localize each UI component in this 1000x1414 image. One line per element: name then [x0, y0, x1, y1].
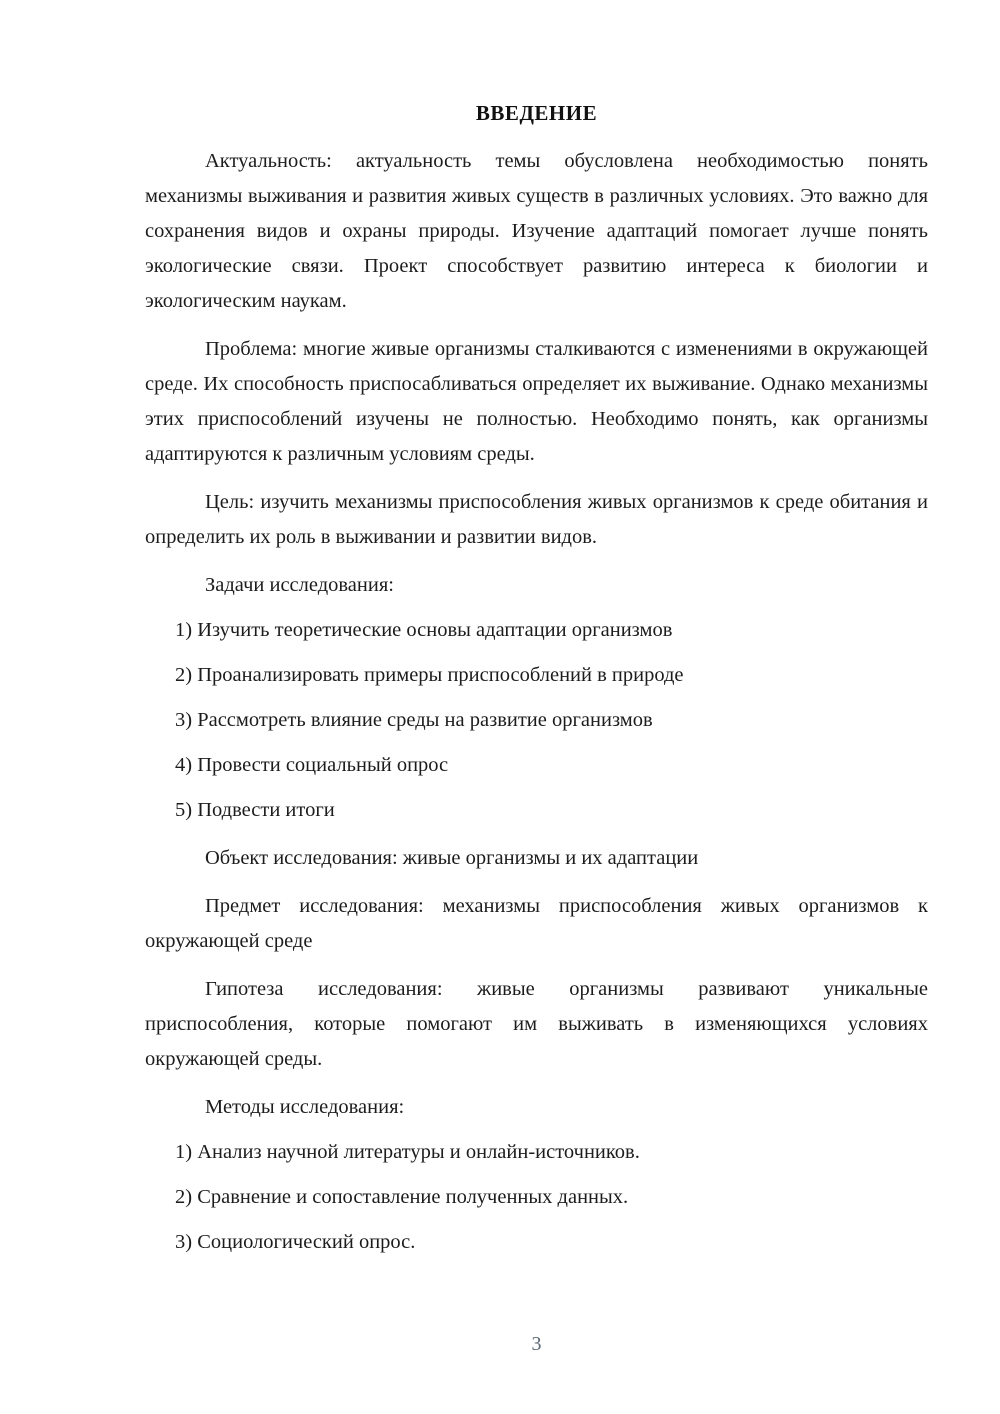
task-item-4: 4) Провести социальный опрос [175, 754, 449, 776]
task-item-3: 3) Рассмотреть влияние среды на развитие организмов [175, 709, 653, 731]
paragraph-relevance: Актуальность: актуальность темы обусловлена необходимостью понять механизмы выживания и развития живых существ в различных условиях. Это важно для сохранения видов и охраны природы. Изучение адаптаций помогает лучше понять экологические связи. Проект способствует развитию интереса к биологии и экологическим наукам. [145, 150, 928, 312]
paragraph-goal: Цель: изучить механизмы приспособления живых организмов к среде обитания и определить их роль в выживании и развитии видов. [145, 491, 928, 548]
paragraph-subject: Предмет исследования: механизмы приспособления живых организмов к окружающей среде [145, 895, 928, 952]
method-item-3: 3) Социологический опрос. [175, 1231, 416, 1253]
page-number: 3 [531, 1333, 542, 1355]
task-item-1: 1) Изучить теоретические основы адаптации организмов [175, 619, 673, 641]
method-item-2: 2) Сравнение и сопоставление полученных данных. [175, 1186, 629, 1208]
method-item-1: 1) Анализ научной литературы и онлайн-источников. [175, 1141, 640, 1163]
tasks-heading: Задачи исследования: [205, 574, 394, 596]
paragraph-object: Объект исследования: живые организмы и их адаптации [205, 847, 699, 869]
task-item-2: 2) Проанализировать примеры приспособлений в природе [175, 664, 684, 686]
paragraph-hypothesis: Гипотеза исследования: живые организмы развивают уникальные приспособления, которые помогают им выживать в изменяющихся условиях окружающей среды. [145, 978, 928, 1070]
page-title: ВВЕДЕНИЕ [475, 101, 598, 125]
task-item-5: 5) Подвести итоги [175, 799, 335, 821]
paragraph-problem: Проблема: многие живые организмы сталкиваются с изменениями в окружающей среде. Их способность приспосабливаться определяет их выживание. Однако механизмы этих приспособлений изучены не полностью. Необходимо понять, как организмы адаптируются к различным условиям среды. [145, 338, 928, 465]
methods-heading: Методы исследования: [205, 1096, 405, 1118]
